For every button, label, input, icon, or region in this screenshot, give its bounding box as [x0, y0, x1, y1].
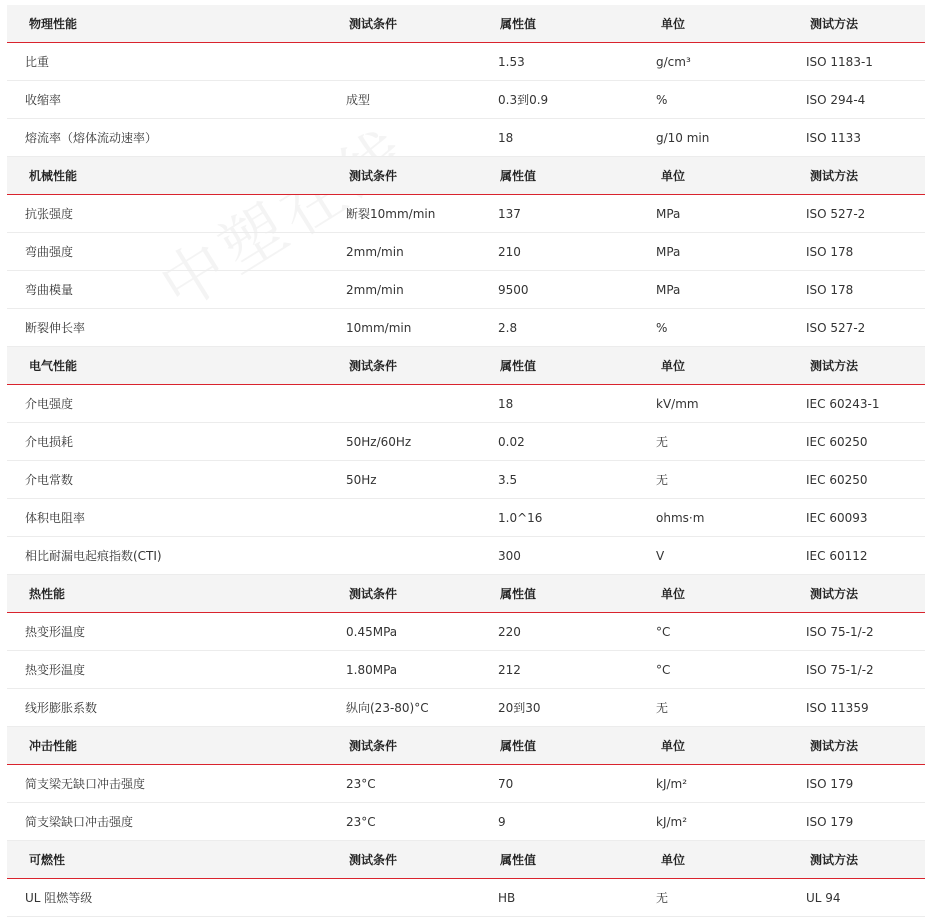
unit: kJ/m²	[656, 814, 688, 829]
section-title: 物理性能	[29, 17, 78, 31]
test-condition: 10mm/min	[346, 320, 412, 335]
column-header-unit: 单位	[661, 17, 686, 31]
table-row	[7, 613, 925, 651]
unit: V	[656, 548, 665, 563]
column-header-property-value: 属性值	[500, 169, 537, 183]
section-title: 可燃性	[29, 853, 66, 867]
section	[7, 841, 925, 917]
test-condition: 1.80MPa	[346, 662, 398, 677]
column-header-test-condition: 测试条件	[349, 853, 398, 867]
property-name: 线形膨胀系数	[25, 701, 98, 715]
test-method: ISO 178	[806, 282, 854, 297]
table-row	[7, 879, 925, 917]
property-value: 3.5	[498, 472, 518, 487]
test-method: ISO 1183-1	[806, 54, 873, 69]
test-method: UL 94	[806, 890, 841, 905]
table-row	[7, 195, 925, 233]
column-header-test-condition: 测试条件	[349, 359, 398, 373]
table-row	[7, 461, 925, 499]
property-name: 介电损耗	[25, 435, 74, 449]
table-row	[7, 651, 925, 689]
column-header-test-method: 测试方法	[810, 169, 859, 183]
test-method: ISO 1133	[806, 130, 861, 145]
column-header-test-condition: 测试条件	[349, 739, 398, 753]
property-value: 18	[498, 396, 514, 411]
unit: ohms·m	[656, 510, 705, 525]
table-row	[7, 423, 925, 461]
property-value: 0.3到0.9	[498, 93, 549, 107]
table-row	[7, 309, 925, 347]
section-header-row	[7, 157, 925, 195]
table-row	[7, 233, 925, 271]
table-row	[7, 499, 925, 537]
property-value: 9	[498, 814, 506, 829]
property-name: 收缩率	[25, 93, 62, 107]
test-condition: 0.45MPa	[346, 624, 398, 639]
table-row	[7, 43, 925, 81]
section-header-row	[7, 5, 925, 43]
section	[7, 157, 925, 347]
test-method: ISO 75-1/-2	[806, 662, 874, 677]
table-row	[7, 271, 925, 309]
test-method: IEC 60093	[806, 510, 868, 525]
property-value: 137	[498, 206, 521, 221]
column-header-test-condition: 测试条件	[349, 587, 398, 601]
column-header-test-method: 测试方法	[810, 359, 859, 373]
property-value: 300	[498, 548, 521, 563]
unit: 无	[656, 473, 669, 487]
property-value: 220	[498, 624, 521, 639]
test-method: ISO 527-2	[806, 320, 866, 335]
property-value: 0.02	[498, 434, 525, 449]
column-header-unit: 单位	[661, 739, 686, 753]
property-name: UL 阻燃等级	[25, 891, 93, 905]
section	[7, 575, 925, 727]
property-name: 相比耐漏电起痕指数(CTI)	[25, 549, 162, 563]
property-value: 1.0^16	[498, 510, 543, 525]
section-header-row	[7, 575, 925, 613]
property-name: 简支梁缺口冲击强度	[25, 815, 134, 829]
property-name: 熔流率（熔体流动速率）	[25, 131, 158, 145]
column-header-property-value: 属性值	[500, 587, 537, 601]
unit: 无	[656, 891, 669, 905]
table-row	[7, 385, 925, 423]
property-value: 9500	[498, 282, 529, 297]
unit: MPa	[656, 244, 681, 259]
unit: %	[656, 320, 668, 335]
section-header-row	[7, 727, 925, 765]
table-row	[7, 537, 925, 575]
test-condition: 2mm/min	[346, 282, 404, 297]
test-method: IEC 60250	[806, 472, 868, 487]
section	[7, 5, 925, 157]
table-row	[7, 765, 925, 803]
section-title: 机械性能	[29, 169, 78, 183]
unit: kJ/m²	[656, 776, 688, 791]
test-method: ISO 75-1/-2	[806, 624, 874, 639]
column-header-unit: 单位	[661, 587, 686, 601]
table-row	[7, 81, 925, 119]
property-value: 20到30	[498, 701, 541, 715]
column-header-unit: 单位	[661, 169, 686, 183]
test-method: ISO 11359	[806, 700, 869, 715]
property-value: 210	[498, 244, 521, 259]
property-name: 比重	[25, 55, 50, 69]
test-method: ISO 178	[806, 244, 854, 259]
section-header-row	[7, 841, 925, 879]
test-condition: 23°C	[346, 814, 376, 829]
unit: °C	[656, 662, 671, 677]
section	[7, 727, 925, 841]
column-header-property-value: 属性值	[500, 17, 537, 31]
column-header-property-value: 属性值	[500, 853, 537, 867]
unit: 无	[656, 701, 669, 715]
test-method: ISO 179	[806, 776, 854, 791]
property-value: 1.53	[498, 54, 525, 69]
test-condition: 2mm/min	[346, 244, 404, 259]
unit: kV/mm	[656, 396, 699, 411]
test-method: ISO 294-4	[806, 92, 866, 107]
unit: g/10 min	[656, 130, 710, 145]
section-title: 热性能	[29, 587, 66, 601]
test-condition: 50Hz/60Hz	[346, 434, 412, 449]
property-name: 体积电阻率	[25, 511, 86, 525]
unit: g/cm³	[656, 54, 691, 69]
unit: MPa	[656, 206, 681, 221]
property-value: 70	[498, 776, 514, 791]
column-header-test-method: 测试方法	[810, 739, 859, 753]
section-title: 电气性能	[29, 359, 78, 373]
property-value: HB	[498, 890, 516, 905]
test-condition: 50Hz	[346, 472, 377, 487]
column-header-unit: 单位	[661, 359, 686, 373]
test-method: IEC 60243-1	[806, 396, 880, 411]
unit: °C	[656, 624, 671, 639]
test-method: IEC 60112	[806, 548, 868, 563]
property-name: 弯曲模量	[25, 283, 74, 297]
test-condition: 成型	[346, 93, 371, 107]
table-row	[7, 119, 925, 157]
test-method: IEC 60250	[806, 434, 868, 449]
property-value: 212	[498, 662, 521, 677]
section-title: 冲击性能	[29, 739, 78, 753]
property-name: 断裂伸长率	[25, 321, 86, 335]
column-header-test-condition: 测试条件	[349, 17, 398, 31]
column-header-test-method: 测试方法	[810, 17, 859, 31]
test-condition: 纵向(23-80)°C	[346, 701, 429, 715]
column-header-unit: 单位	[661, 853, 686, 867]
property-name: 介电强度	[25, 397, 74, 411]
test-method: ISO 527-2	[806, 206, 866, 221]
column-header-test-method: 测试方法	[810, 853, 859, 867]
section	[7, 347, 925, 575]
test-method: ISO 179	[806, 814, 854, 829]
property-name: 热变形温度	[25, 625, 86, 639]
column-header-test-condition: 测试条件	[349, 169, 398, 183]
property-name: 抗张强度	[25, 207, 74, 221]
unit: 无	[656, 435, 669, 449]
test-condition: 断裂10mm/min	[346, 207, 436, 221]
property-name: 介电常数	[25, 473, 74, 487]
test-condition: 23°C	[346, 776, 376, 791]
property-table	[7, 5, 925, 917]
column-header-property-value: 属性值	[500, 739, 537, 753]
property-name: 热变形温度	[25, 663, 86, 677]
property-name: 简支梁无缺口冲击强度	[25, 777, 146, 791]
table-row	[7, 689, 925, 727]
property-name: 弯曲强度	[25, 245, 74, 259]
property-value: 18	[498, 130, 514, 145]
column-header-property-value: 属性值	[500, 359, 537, 373]
unit: MPa	[656, 282, 681, 297]
property-value: 2.8	[498, 320, 518, 335]
table-row	[7, 803, 925, 841]
unit: %	[656, 92, 668, 107]
section-header-row	[7, 347, 925, 385]
column-header-test-method: 测试方法	[810, 587, 859, 601]
